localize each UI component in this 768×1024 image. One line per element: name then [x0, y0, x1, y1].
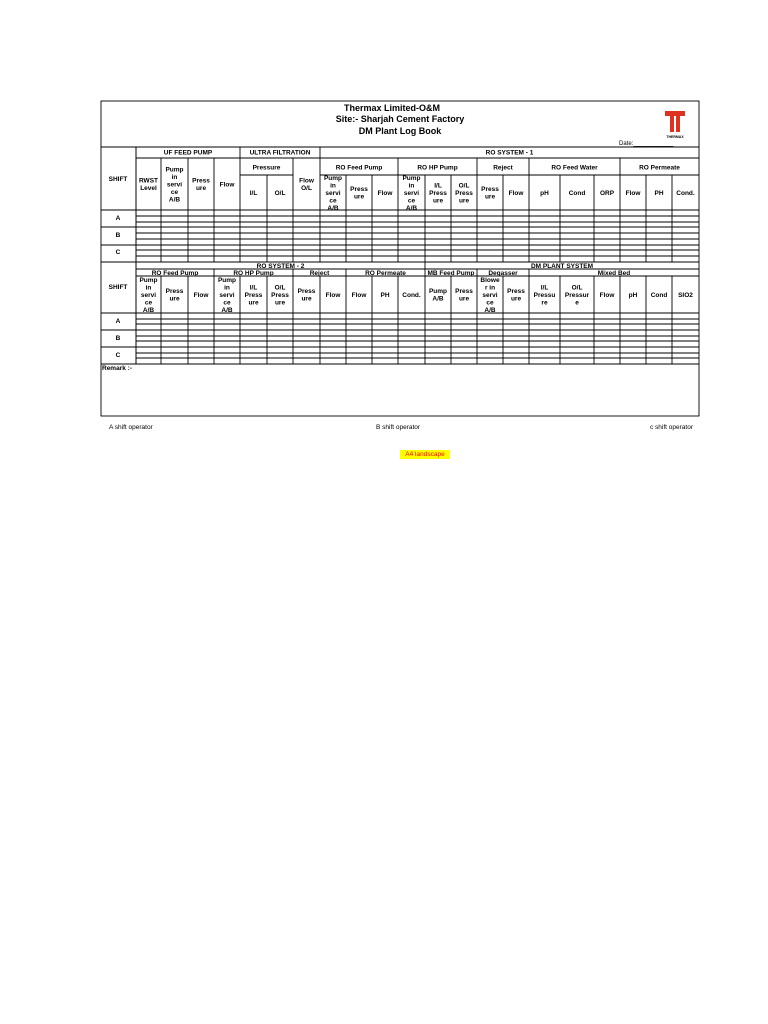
column-header: PH — [380, 291, 390, 299]
column-header: Pump in servi ce A/B — [139, 276, 158, 314]
column-header: Press ure — [455, 288, 473, 303]
subgroup-header: Reject — [493, 164, 513, 172]
subgroup-header: RO Feed Water — [551, 164, 598, 172]
column-header: Press ure — [165, 288, 184, 303]
column-header: O/L Press ure — [455, 182, 473, 205]
column-header: Blowe r in servi ce A/B — [480, 276, 500, 314]
thermax-logo — [665, 111, 685, 139]
shift-label: A — [115, 215, 121, 222]
shift-label: B — [115, 232, 121, 239]
column-header: Flow — [351, 291, 367, 299]
shift-header: SHIFT — [108, 176, 128, 183]
section-1-table — [101, 147, 699, 262]
subgroup-header: RO Feed Pump — [151, 270, 199, 277]
column-header: PH — [654, 189, 664, 197]
column-header: Pump in servi ce A/B — [165, 166, 184, 204]
subgroup-header: MB Feed Pump — [427, 270, 475, 277]
column-header: ORP — [599, 189, 615, 197]
column-header: Press ure — [350, 186, 368, 201]
group-header: RO SYSTEM - 2 — [256, 263, 305, 270]
group-header: DM PLANT SYSTEM — [530, 263, 594, 270]
group-header: RO SYSTEM - 1 — [485, 149, 534, 157]
date-label: Date:____________ — [619, 141, 674, 147]
column-header: RWST Level — [138, 177, 159, 193]
subgroup-header: RO HP Pump — [233, 270, 274, 277]
book-title: DM Plant Log Book — [358, 126, 442, 136]
column-header: Flow — [508, 189, 524, 197]
subgroup-header: Pressure — [252, 164, 281, 172]
b-shift-operator: B shift operator — [376, 424, 421, 431]
column-header: I/L Press ure — [429, 182, 447, 205]
column-header: Press ure — [507, 288, 525, 303]
column-header: I/L Press ure — [244, 284, 263, 307]
column-header: Cond — [568, 189, 586, 197]
logo-text: THERMAX — [666, 135, 684, 139]
paper-size-note: A4 landscape — [400, 450, 450, 459]
column-header: Flow — [219, 181, 235, 189]
column-header: Cond. — [676, 189, 695, 197]
column-header: Pump in servi ce A/B — [323, 174, 343, 212]
column-header: Flow O/L — [299, 177, 314, 193]
c-shift-operator: c shift operator — [650, 424, 693, 431]
sheet-frame — [101, 101, 699, 416]
column-header: Press ure — [297, 288, 316, 303]
column-header: Pump A/B — [428, 288, 448, 303]
column-header: Flow — [625, 189, 641, 197]
column-header: Cond. — [402, 291, 421, 299]
column-header: Flow — [325, 291, 341, 299]
subgroup-header: RO HP Pump — [417, 164, 458, 172]
column-header: Press ure — [481, 186, 499, 201]
company-title: Thermax Limited-O&M — [343, 103, 441, 113]
group-header: ULTRA FILTRATION — [249, 149, 311, 157]
column-header: Cond — [650, 291, 668, 299]
subgroup-header: RO Feed Pump — [335, 164, 383, 172]
column-header: Press ure — [192, 177, 210, 193]
subgroup-header: RO Permeate — [639, 164, 680, 172]
site-title: Site:- Sharjah Cement Factory — [335, 114, 465, 124]
remark-label: Remark :- — [102, 365, 132, 372]
column-header: Flow — [599, 291, 615, 299]
column-header: Pump in servi ce A/B — [402, 174, 421, 212]
column-header: O/L Pressur e — [564, 284, 590, 307]
subgroup-header: Mixed Bed — [597, 270, 631, 277]
shift-label: B — [115, 335, 121, 342]
shift-label: A — [115, 318, 121, 325]
column-header: Flow — [193, 291, 209, 299]
subgroup-header: Degasser — [488, 270, 518, 277]
shift-header: SHIFT — [108, 284, 128, 291]
group-header: UF FEED PUMP — [163, 149, 213, 157]
subgroup-header: Reject — [309, 270, 330, 277]
column-header: O/L — [274, 189, 286, 197]
column-header: pH — [540, 189, 549, 197]
column-header: O/L Press ure — [271, 284, 289, 307]
shift-label: C — [115, 352, 121, 359]
column-header: Pump in servi ce A/B — [217, 276, 237, 314]
column-header: SIO2 — [678, 291, 693, 299]
section-2-table — [101, 262, 699, 364]
subgroup-header: RO Permeate — [365, 270, 406, 277]
column-header: Flow — [377, 189, 393, 197]
shift-label: C — [115, 249, 121, 256]
a-shift-operator: A shift operator — [109, 424, 153, 431]
column-header: pH — [628, 291, 638, 299]
column-header: I/L — [249, 189, 258, 197]
column-header: I/L Pressu re — [533, 284, 556, 307]
